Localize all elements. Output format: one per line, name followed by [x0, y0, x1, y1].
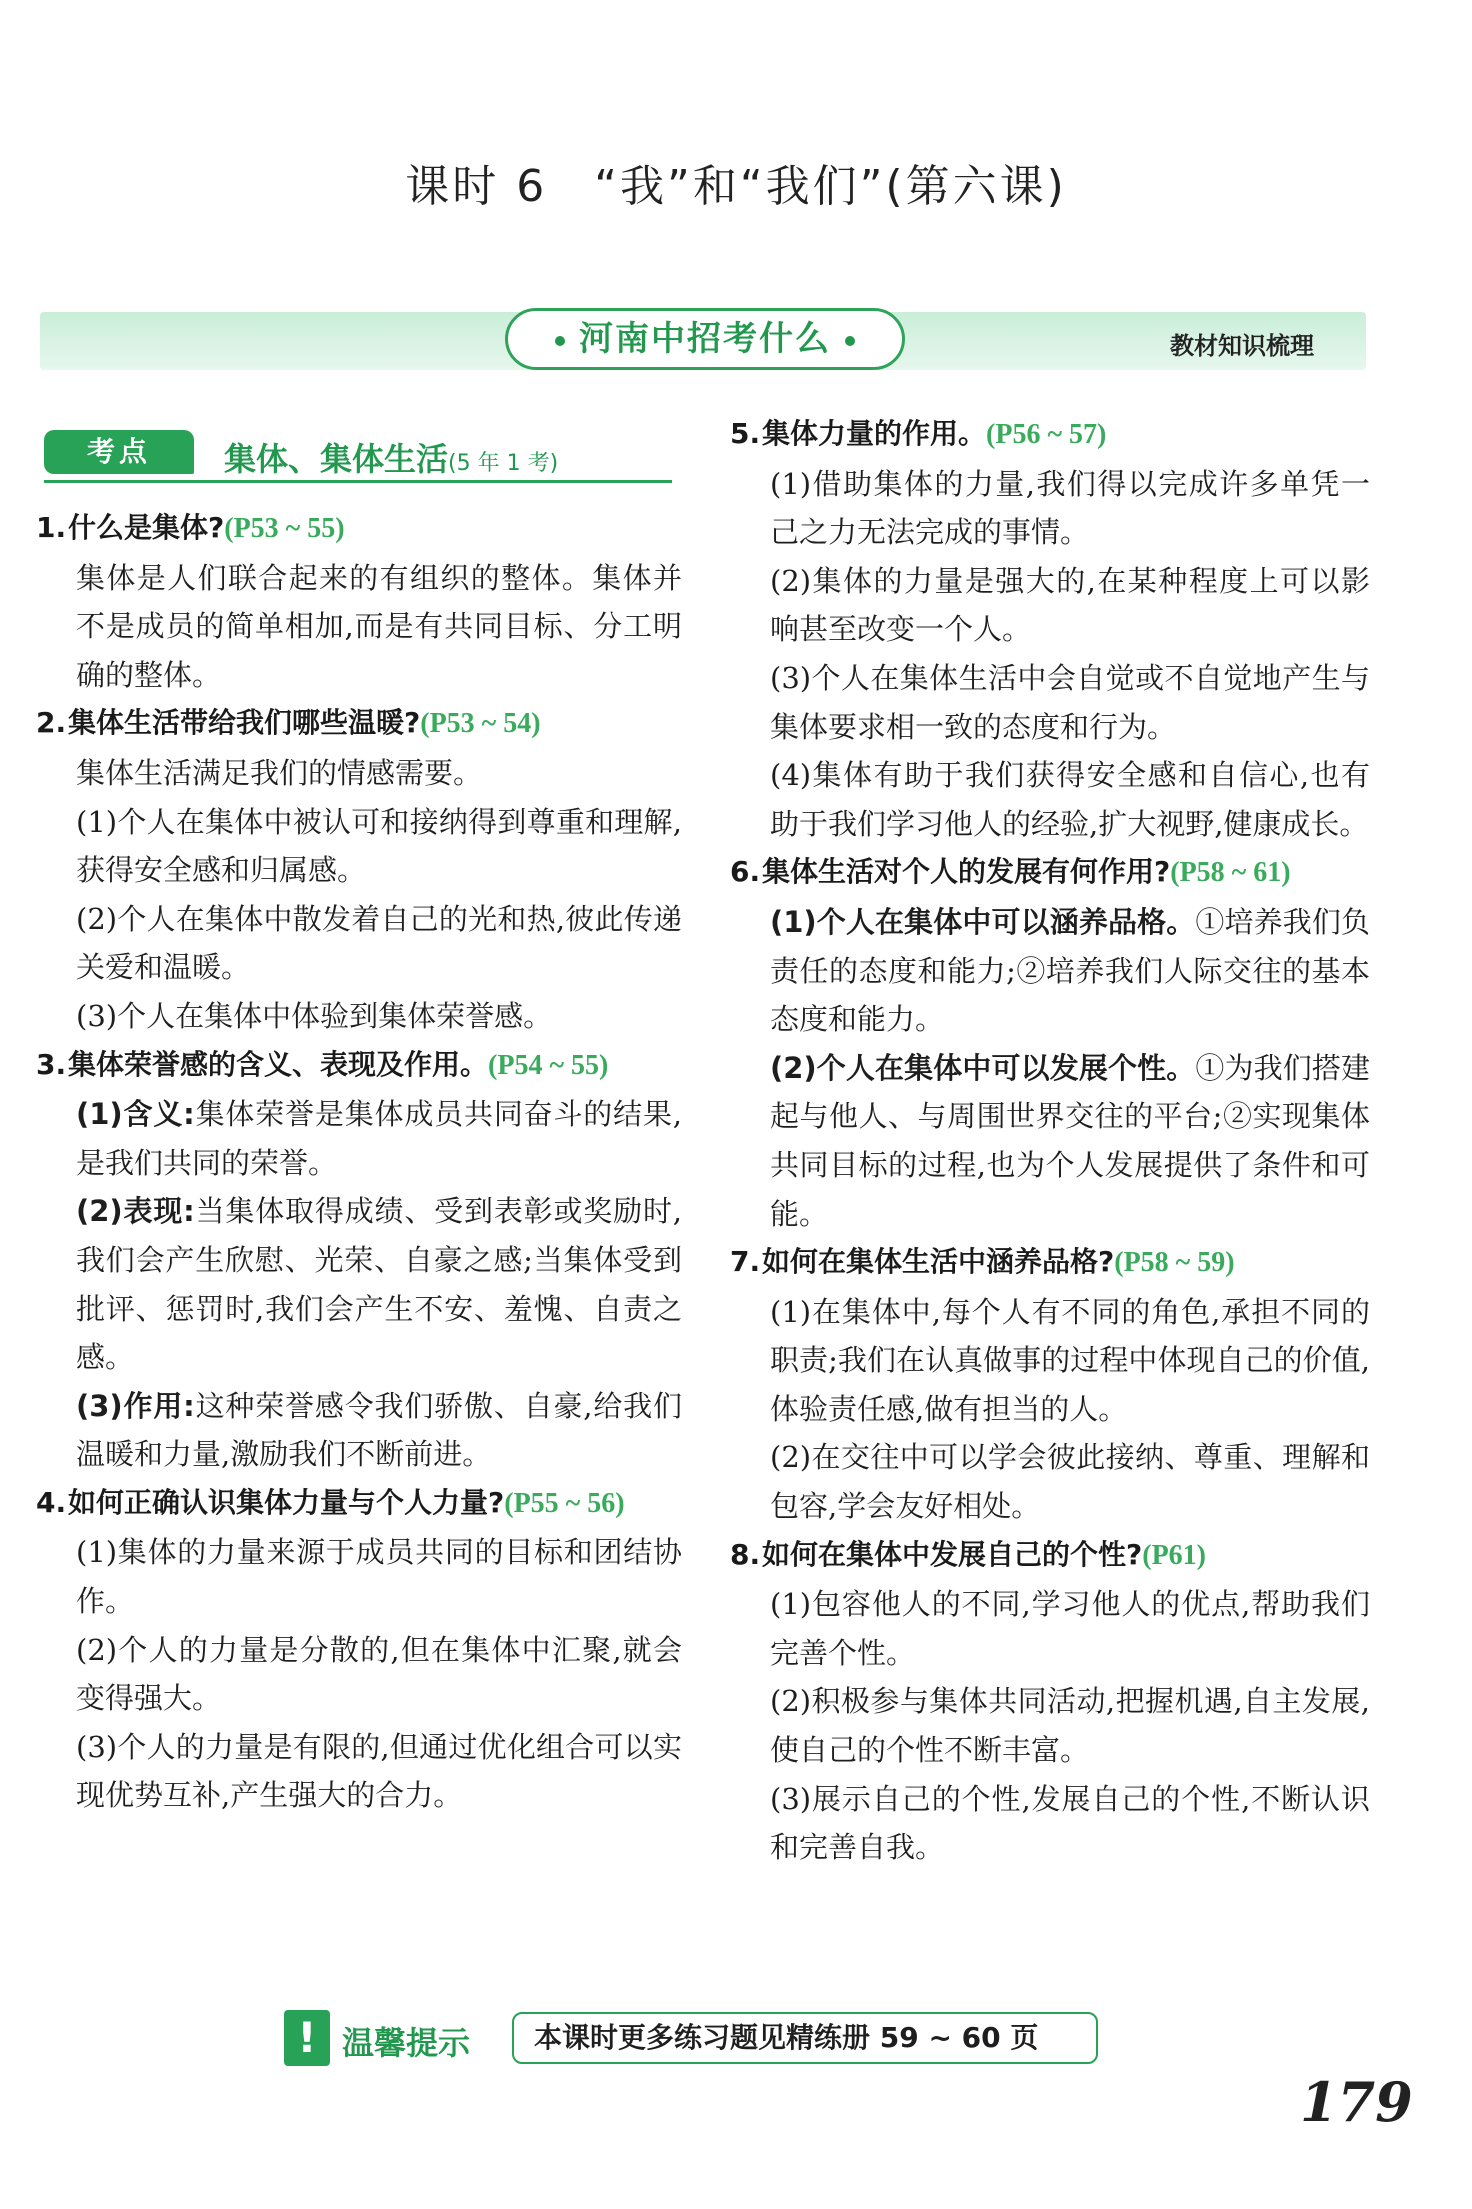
- question-number: 6.: [730, 855, 761, 889]
- question-number: 4.: [36, 1485, 67, 1519]
- answer-paragraph: (2)集体的力量是强大的,在某种程度上可以影响甚至改变一个人。: [770, 563, 1370, 647]
- question-5: [730, 410, 1370, 460]
- answer-paragraph: 集体是人们联合起来的有组织的整体。集体并不是成员的简单相加,而是有共同目标、分工明确的整体。: [76, 560, 682, 692]
- answer-text: 当集体取得成绩、受到表彰或奖励时,我们会产生欣慰、光荣、自豪之感;当集体受到批评、惩罚时,我们会产生不安、羞愧、自责之感。: [76, 1194, 682, 1375]
- bullet-dot-icon: [845, 336, 855, 346]
- answer-paragraph: (3)个人在集体中体验到集体荣誉感。: [76, 998, 553, 1033]
- answer-paragraph: [36, 1382, 682, 1479]
- answer-paragraph: (4)集体有助于我们获得安全感和自信心,也有助于我们学习他人的经验,扩大视野,健康成长。: [770, 758, 1370, 841]
- answer-paragraph: [36, 1090, 682, 1187]
- page-ref: (P58 ~ 59): [1114, 1247, 1235, 1279]
- topic-underline: [44, 480, 672, 483]
- topic-tag: 考点: [44, 430, 194, 474]
- question-3: [36, 1041, 682, 1091]
- answer-paragraph: [36, 1187, 682, 1381]
- answer-keyword: (2)表现:: [76, 1194, 195, 1229]
- question-number: 3.: [36, 1047, 67, 1081]
- question-text: 集体荣誉感的含义、表现及作用。: [68, 1047, 489, 1081]
- answer-paragraph: (3)个人在集体生活中会自觉或不自觉地产生与集体要求相一致的态度和行为。: [770, 660, 1370, 744]
- question-6: [730, 848, 1370, 898]
- banner-heading: [505, 308, 905, 370]
- answer-text: 这种荣誉感令我们骄傲、自豪,给我们温暖和力量,激励我们不断前进。: [76, 1388, 682, 1472]
- question-4: [36, 1479, 682, 1529]
- page-ref: (P55 ~ 56): [504, 1487, 625, 1519]
- banner-heading-text: 河南中招考什么: [579, 319, 831, 359]
- topic-note: (5 年 1 考): [448, 451, 559, 476]
- topic-header: [44, 430, 672, 486]
- topic-title-text: 集体、集体生活: [224, 440, 449, 478]
- question-2: [36, 699, 682, 749]
- tip-text: 本课时更多练习题见精练册 59 ~ 60 页: [512, 2012, 1098, 2064]
- answer-paragraph: (2)在交往中可以学会彼此接纳、尊重、理解和包容,学会友好相处。: [770, 1440, 1370, 1524]
- answer-keyword: (1)含义:: [76, 1097, 195, 1132]
- question-text: 集体力量的作用。: [762, 417, 987, 450]
- right-column: [730, 410, 1370, 1872]
- question-number: 8.: [730, 1537, 761, 1571]
- answer-keyword: (1)个人在集体中可以涵养品格。: [770, 904, 1196, 939]
- question-text: 如何正确认识集体力量与个人力量?: [68, 1485, 505, 1519]
- answer-paragraph: (1)在集体中,每个人有不同的角色,承担不同的职责;我们在认真做事的过程中体现自己的价值,体验责任感,做有担当的人。: [770, 1294, 1370, 1426]
- answer-text: ①培养我们负责任的态度和能力;②培养我们人际交往的基本态度和能力。: [770, 904, 1370, 1037]
- question-8: [730, 1531, 1370, 1581]
- answer-text: ①为我们搭建起与他人、与周围世界交往的平台;②实现集体共同目标的过程,也为个人发展提供了条件和可能。: [770, 1050, 1370, 1231]
- question-text: 集体生活带给我们哪些温暖?: [68, 706, 421, 740]
- answer-paragraph: (1)集体的力量来源于成员共同的目标和团结协作。: [76, 1535, 682, 1619]
- answer-paragraph: (1)借助集体的力量,我们得以完成许多单凭一己之力无法完成的事情。: [770, 466, 1370, 550]
- bullet-dot-icon: [555, 336, 565, 346]
- question-text: 什么是集体?: [68, 511, 225, 544]
- answer-paragraph: 集体生活满足我们的情感需要。: [76, 755, 483, 790]
- question-text: 如何在集体生活中涵养品格?: [762, 1245, 1115, 1279]
- page-ref: (P53 ~ 55): [224, 513, 345, 544]
- left-column: [36, 504, 682, 1820]
- answer-paragraph: (1)包容他人的不同,学习他人的优点,帮助我们完善个性。: [770, 1587, 1370, 1670]
- page-ref: (P61): [1142, 1539, 1207, 1571]
- tip-bar: [280, 2010, 1100, 2068]
- answer-text: 集体荣誉是集体成员共同奋斗的结果,是我们共同的荣誉。: [76, 1097, 682, 1180]
- answer-paragraph: (1)个人在集体中被认可和接纳得到尊重和理解,获得安全感和归属感。: [76, 804, 682, 888]
- lesson-title: 课时 6 “我”和“我们”(第六课): [405, 161, 1067, 212]
- exclamation-icon: !: [284, 2010, 330, 2066]
- answer-keyword: (2)个人在集体中可以发展个性。: [770, 1050, 1196, 1085]
- page-ref: (P54 ~ 55): [488, 1049, 609, 1081]
- answer-paragraph: (2)积极参与集体共同活动,把握机遇,自主发展,使自己的个性不断丰富。: [770, 1684, 1370, 1768]
- question-text: 集体生活对个人的发展有何作用?: [762, 855, 1171, 889]
- answer-paragraph: (3)展示自己的个性,发展自己的个性,不断认识和完善自我。: [770, 1781, 1370, 1865]
- question-number: 1.: [36, 511, 67, 544]
- answer-paragraph: (3)个人的力量是有限的,但通过优化组合可以实现优势互补,产生强大的合力。: [76, 1729, 682, 1813]
- question-1: [36, 504, 682, 554]
- answer-paragraph: [730, 898, 1370, 1044]
- tip-label: 温馨提示: [342, 2024, 471, 2062]
- question-7: [730, 1238, 1370, 1288]
- answer-keyword: (3)作用:: [76, 1388, 195, 1423]
- question-number: 7.: [730, 1245, 761, 1279]
- topic-title: [224, 434, 558, 480]
- page-ref: (P58 ~ 61): [1170, 857, 1291, 889]
- question-number: 2.: [36, 706, 67, 740]
- answer-paragraph: (2)个人在集体中散发着自己的光和热,彼此传递关爱和温暖。: [76, 901, 682, 985]
- answer-paragraph: [730, 1044, 1370, 1238]
- question-number: 5.: [730, 417, 761, 450]
- question-text: 如何在集体中发展自己的个性?: [762, 1537, 1143, 1571]
- page-ref: (P56 ~ 57): [986, 419, 1107, 450]
- page-ref: (P53 ~ 54): [420, 708, 541, 740]
- banner-subtitle: 教材知识梳理: [1170, 332, 1314, 360]
- page-number: 179: [1300, 2070, 1413, 2134]
- answer-paragraph: (2)个人的力量是分散的,但在集体中汇聚,就会变得强大。: [76, 1632, 682, 1716]
